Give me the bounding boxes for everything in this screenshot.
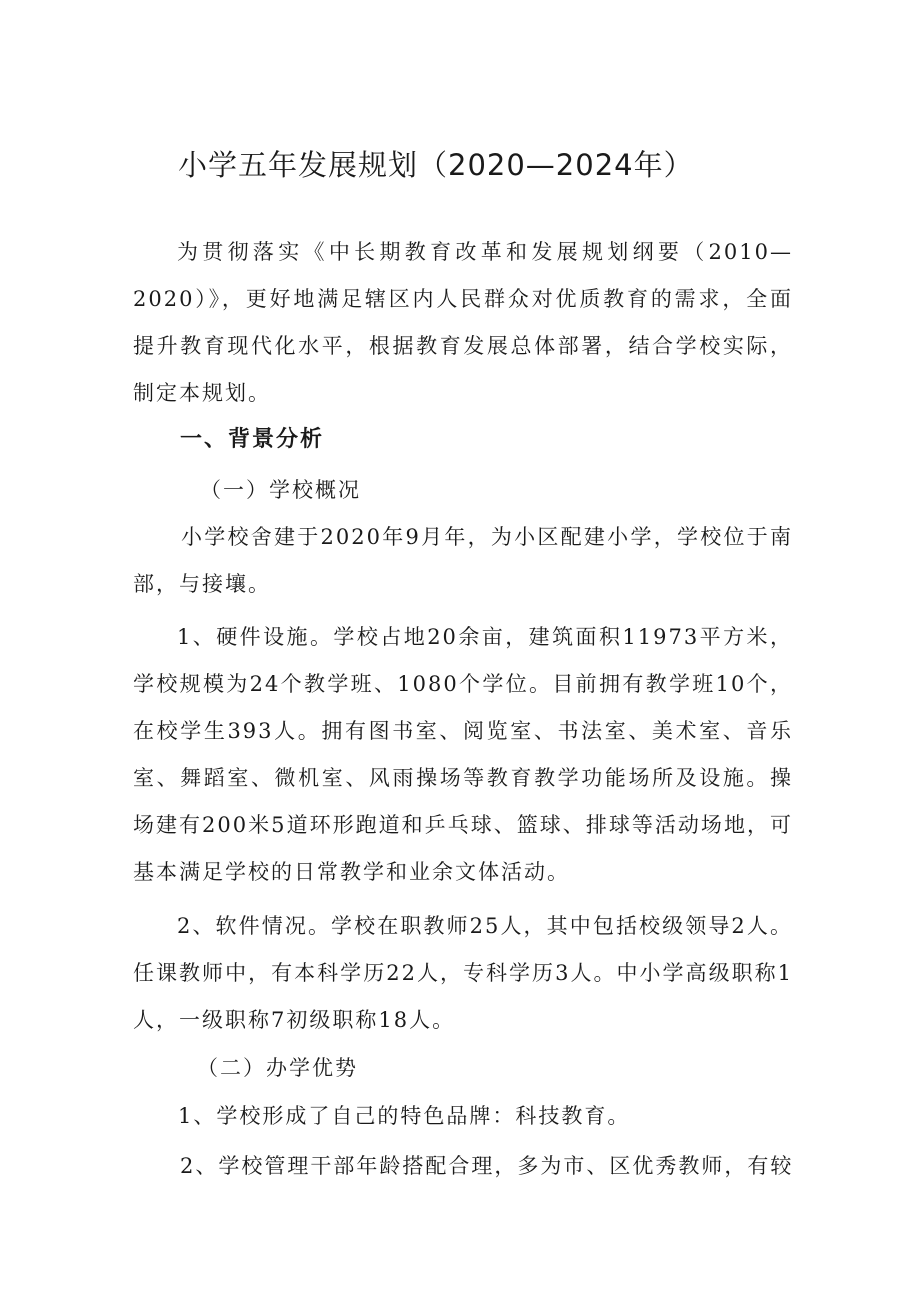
- intro-paragraph: 为贯彻落实《中长期教育改革和发展规划纲要（2010—2020）》，更好地满足辖区内人民群众对优质教育的需求，全面提升教育现代化水平，根据教育发展总体部署，结合学校实际，制定本规划。: [133, 240, 793, 405]
- hardware-paragraph: 1、硬件设施。学校占地20余亩，建筑面积11973平方米，学校规模为24个教学班、1080个学位。目前拥有教学班10个，在校学生393人。拥有图书室、阅览室、书法室、美术室、音乐室、舞蹈室、微机室、风雨操场等教育教学功能场所及设施。操场建有200米5道环形跑道和乒乓球、篮球、排球等活动场地，可基本满足学校的日常教学和业余文体活动。: [133, 625, 793, 884]
- document-title: 小学五年发展规划（2020—2024年）: [178, 148, 694, 182]
- overview-paragraph: 小学校舍建于2020年9月年，为小区配建小学，学校位于南部，与接壤。: [133, 525, 793, 596]
- subsection-heading-advantages: （二）办学优势: [197, 1056, 358, 1080]
- subsection-heading-overview: （一）学校概况: [200, 478, 361, 502]
- section-heading-background: 一、背景分析: [180, 427, 325, 452]
- software-paragraph: 2、软件情况。学校在职教师25人，其中包括校级领导2人。任课教师中，有本科学历22人，专科学历3人。中小学高级职称1人，一级职称7初级职称18人。: [133, 914, 793, 1032]
- advantage-item-1: 1、学校形成了自己的特色品牌：科技教育。: [178, 1104, 631, 1128]
- advantage-item-2: 2、学校管理干部年龄搭配合理，多为市、区优秀教师，有较: [180, 1154, 794, 1178]
